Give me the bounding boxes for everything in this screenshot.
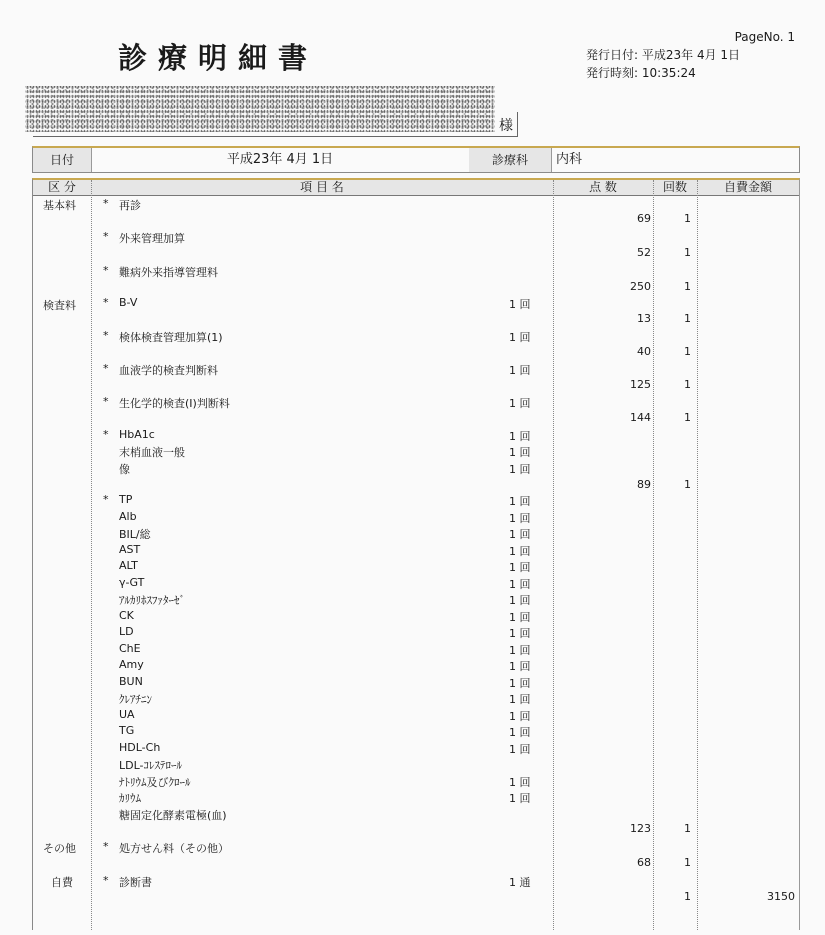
item-points: 89: [637, 478, 651, 491]
item-name: 末梢血液一般: [119, 446, 185, 459]
item-self-pay: 3150: [767, 890, 795, 903]
column-divider: [553, 180, 554, 930]
department-label: 診療科: [469, 148, 552, 172]
visit-info-table: [32, 146, 800, 173]
item-times: 1: [684, 246, 691, 259]
item-name: 血液学的検査判断料: [119, 364, 218, 377]
item-points: 250: [630, 280, 651, 293]
header-item: 項 目 名: [300, 180, 344, 194]
header-self-pay: 自費金額: [723, 180, 772, 194]
item-times: 1: [684, 212, 691, 225]
item-name: γ-GT: [119, 576, 145, 589]
patient-name-box: [33, 112, 518, 137]
item-count: 1 回: [509, 677, 531, 690]
page-number: PageNo. 1: [734, 30, 795, 44]
item-name: 難病外来指導管理料: [119, 266, 218, 279]
item-points: 125: [630, 378, 651, 391]
item-points: 144: [630, 411, 651, 424]
date-label: 日付: [33, 148, 92, 172]
item-count: 1 回: [509, 693, 531, 706]
item-count: 1 回: [509, 726, 531, 739]
category-basic: 基本料: [43, 199, 76, 212]
item-name: 生化学的検査(I)判断料: [119, 397, 230, 410]
item-points: 40: [637, 345, 651, 358]
department-value: 内科: [556, 152, 583, 167]
item-count: 1 回: [509, 446, 531, 459]
item-name: AST: [119, 543, 141, 556]
item-count: 1 回: [509, 611, 531, 624]
item-name: 処方せん料（その他）: [119, 842, 229, 855]
item-name: ｸﾚｱﾁﾆﾝ: [119, 693, 152, 706]
item-name: Alb: [119, 510, 137, 523]
item-count: 1 回: [509, 298, 531, 311]
item-name: 糖固定化酵素電極(血): [119, 809, 227, 822]
item-count: 1 回: [509, 710, 531, 723]
item-name: BUN: [119, 675, 143, 688]
header-times: 回数: [662, 180, 687, 194]
item-count: 1 回: [509, 545, 531, 558]
item-count: 1 通: [509, 876, 531, 889]
item-name: TP: [119, 493, 133, 506]
item-name: UA: [119, 708, 135, 721]
date-value: 平成23年 4月 1日: [91, 148, 470, 172]
item-count: 1 回: [509, 430, 531, 443]
issue-date: 発行日付: 平成23年 4月 1日: [586, 48, 741, 62]
header-category: 区 分: [48, 180, 76, 194]
item-name: Amy: [119, 658, 144, 671]
item-marker: *: [103, 197, 109, 210]
item-name: B-V: [119, 296, 138, 309]
item-times: 1: [684, 378, 691, 391]
item-count: 1 回: [509, 660, 531, 673]
item-times: 1: [684, 822, 691, 835]
item-count: 1 回: [509, 792, 531, 805]
item-times: 1: [684, 856, 691, 869]
category-other: その他: [43, 842, 76, 855]
item-points: 13: [637, 312, 651, 325]
item-marker: *: [103, 395, 109, 408]
item-points: 69: [637, 212, 651, 225]
item-count: 1 回: [509, 644, 531, 657]
item-marker: *: [103, 362, 109, 375]
item-name: ｱﾙｶﾘﾎｽﾌｧﾀｰｾﾞ: [119, 594, 185, 607]
item-name: LD: [119, 625, 134, 638]
item-count: 1 回: [509, 776, 531, 789]
item-name: ChE: [119, 642, 141, 655]
item-count: 1 回: [509, 364, 531, 377]
item-name: HDL-Ch: [119, 741, 161, 754]
item-times: 1: [684, 411, 691, 424]
document-title: 診療明細書: [118, 41, 319, 75]
item-count: 1 回: [509, 594, 531, 607]
column-divider: [91, 180, 92, 930]
column-divider: [653, 180, 654, 930]
item-name: 外来管理加算: [119, 232, 185, 245]
item-count: 1 回: [509, 463, 531, 476]
item-name: ﾅﾄﾘｳﾑ及びｸﾛｰﾙ: [119, 776, 191, 789]
item-name: BIL/総: [119, 528, 151, 541]
item-name: 診断書: [119, 876, 152, 889]
item-marker: *: [103, 493, 109, 506]
item-marker: *: [103, 874, 109, 887]
item-count: 1 回: [509, 578, 531, 591]
item-name: ｶﾘｳﾑ: [119, 792, 141, 805]
item-count: 1 回: [509, 512, 531, 525]
item-count: 1 回: [509, 561, 531, 574]
column-divider: [697, 180, 698, 930]
item-name: HbA1c: [119, 428, 155, 441]
item-count: 1 回: [509, 397, 531, 410]
item-marker: *: [103, 329, 109, 342]
category-self-pay: 自費: [51, 876, 73, 889]
statement-table: [32, 178, 800, 930]
item-times: 1: [684, 890, 691, 903]
item-marker: *: [103, 296, 109, 309]
item-name: 再診: [119, 199, 141, 212]
item-count: 1 回: [509, 331, 531, 344]
item-points: 123: [630, 822, 651, 835]
category-exam: 検査料: [43, 299, 76, 312]
item-count: 1 回: [509, 743, 531, 756]
item-marker: *: [103, 840, 109, 853]
honorific: 様: [499, 118, 513, 134]
item-times: 1: [684, 345, 691, 358]
item-marker: *: [103, 264, 109, 277]
item-times: 1: [684, 280, 691, 293]
item-times: 1: [684, 478, 691, 491]
item-count: 1 回: [509, 495, 531, 508]
item-marker: *: [103, 428, 109, 441]
item-name: TG: [119, 724, 135, 737]
item-name: 検体検査管理加算(1): [119, 331, 223, 344]
item-name: LDL-ｺﾚｽﾃﾛｰﾙ: [119, 759, 183, 772]
item-marker: *: [103, 230, 109, 243]
item-count: 1 回: [509, 627, 531, 640]
item-name: CK: [119, 609, 134, 622]
item-points: 52: [637, 246, 651, 259]
item-name: ALT: [119, 559, 138, 572]
item-points: 68: [637, 856, 651, 869]
table-header: [33, 180, 799, 196]
issue-time: 発行時刻: 10:35:24: [586, 66, 696, 80]
item-name: 像: [119, 463, 130, 476]
header-points: 点 数: [589, 180, 617, 194]
item-times: 1: [684, 312, 691, 325]
item-count: 1 回: [509, 528, 531, 541]
